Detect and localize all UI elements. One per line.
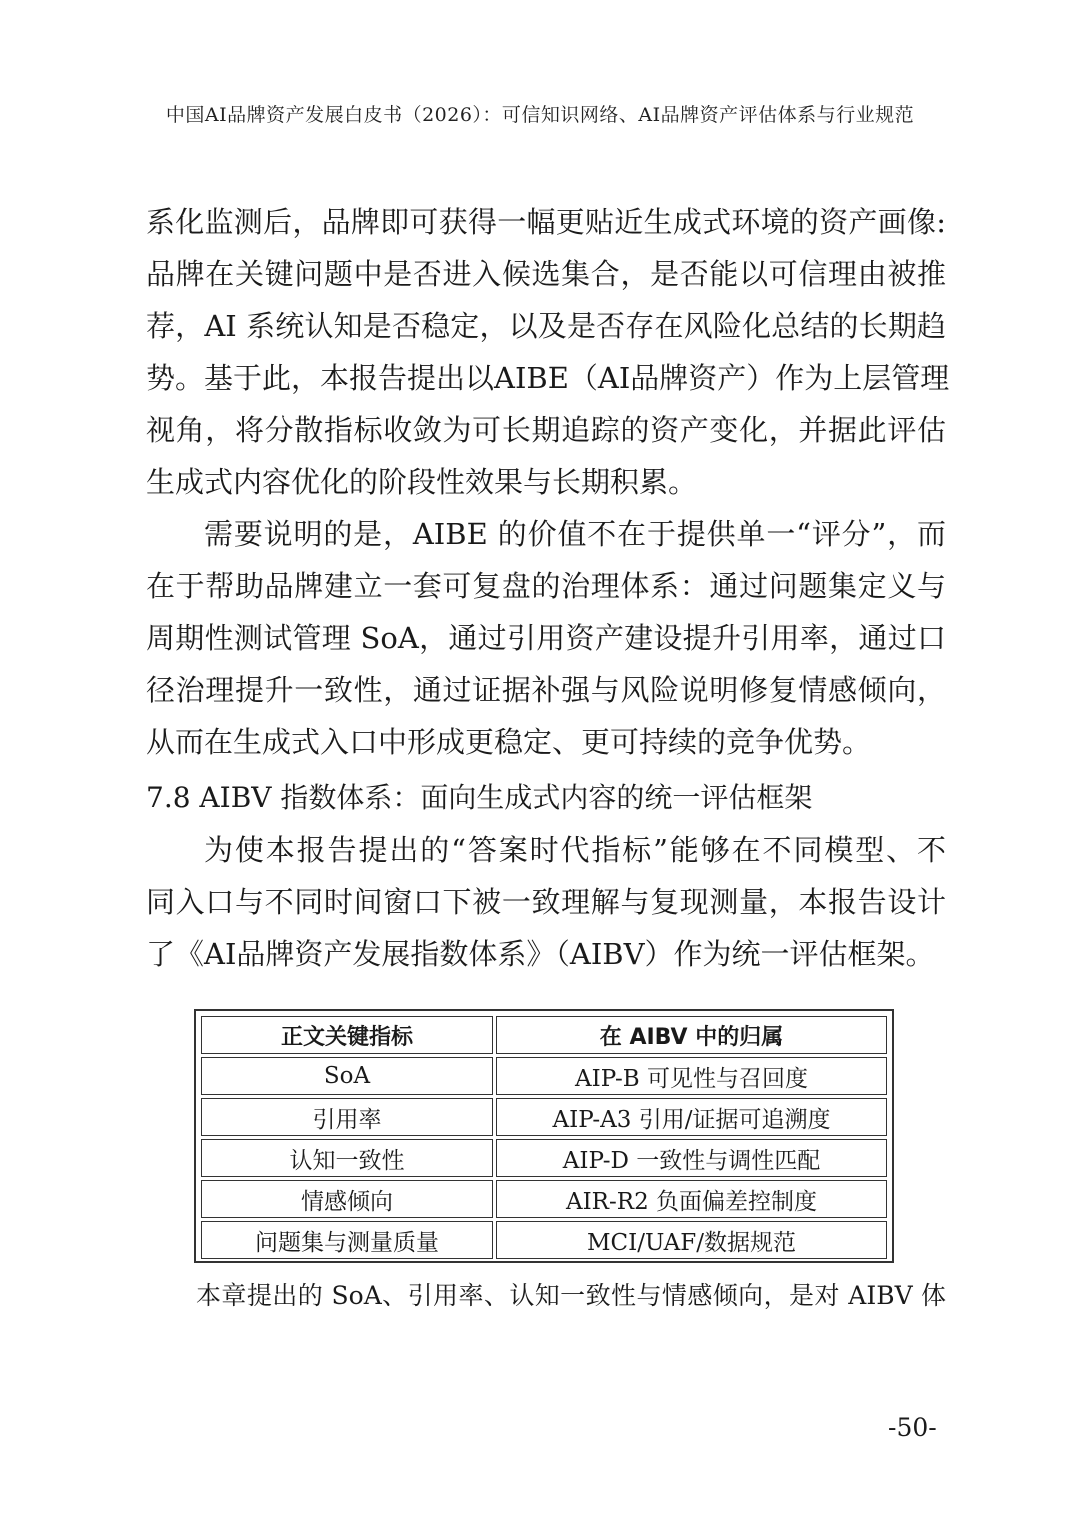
after-table-text: 本章提出的 SoA、引用率、认知一致性与情感倾向，是对 AIBV 体 bbox=[196, 1281, 946, 1310]
table-header-cell: 在 AIBV 中的归属 bbox=[496, 1016, 887, 1054]
table-cell: AIP-B 可见性与召回度 bbox=[496, 1057, 887, 1095]
table-row bbox=[201, 1180, 887, 1218]
body-text bbox=[146, 196, 950, 980]
text-line: 径治理提升一致性，通过证据补强与风险说明修复情感倾向， bbox=[146, 673, 946, 707]
table-row bbox=[201, 1221, 887, 1259]
section-heading: 7.8 AIBV 指数体系：面向生成式内容的统一评估框架 bbox=[146, 781, 813, 814]
table-cell: AIP-A3 引用/证据可追溯度 bbox=[496, 1098, 887, 1136]
table-cell: AIR-R2 负面偏差控制度 bbox=[496, 1180, 887, 1218]
paragraph-2 bbox=[146, 508, 946, 768]
table-cell: AIP-D 一致性与调性匹配 bbox=[496, 1139, 887, 1177]
text-line: 视角，将分散指标收敛为可长期追踪的资产变化，并据此评估 bbox=[146, 413, 946, 447]
text-line: 在于帮助品牌建立一套可复盘的治理体系：通过问题集定义与 bbox=[146, 569, 946, 603]
table-row bbox=[201, 1098, 887, 1136]
paragraph-1 bbox=[146, 196, 950, 508]
text-line: 了《AI品牌资产发展指数体系》（AIBV）作为统一评估框架。 bbox=[146, 937, 935, 971]
table-cell: MCI/UAF/数据规范 bbox=[496, 1221, 887, 1259]
text-line: 系化监测后，品牌即可获得一幅更贴近生成式环境的资产画像: bbox=[146, 205, 946, 239]
text-line: 势。基于此，本报告提出以AIBE（AI品牌资产）作为上层管理 bbox=[146, 361, 950, 395]
table-cell: 情感倾向 bbox=[201, 1180, 493, 1218]
text-line: 同入口与不同时间窗口下被一致理解与复现测量，本报告设计 bbox=[146, 885, 946, 919]
table-row bbox=[201, 1057, 887, 1095]
table-cell: SoA bbox=[201, 1057, 493, 1095]
text-line: 为使本报告提出的“答案时代指标”能够在不同模型、不 bbox=[204, 833, 946, 867]
text-line: 生成式内容优化的阶段性效果与长期积累。 bbox=[146, 465, 698, 499]
text-line: 荐，AI 系统认知是否稳定，以及是否存在风险化总结的长期趋 bbox=[146, 309, 946, 343]
table-cell: 引用率 bbox=[201, 1098, 493, 1136]
table-cell: 问题集与测量质量 bbox=[201, 1221, 493, 1259]
table-cell: 认知一致性 bbox=[201, 1139, 493, 1177]
paragraph-3 bbox=[146, 824, 946, 980]
text-line: 品牌在关键问题中是否进入候选集合，是否能以可信理由被推 bbox=[146, 257, 946, 291]
page-header: 中国AI品牌资产发展白皮书（2026）：可信知识网络、AI品牌资产评估体系与行业规范 bbox=[165, 104, 915, 126]
indicator-mapping-table bbox=[194, 1009, 894, 1263]
text-line: 周期性测试管理 SoA，通过引用资产建设提升引用率，通过口 bbox=[146, 621, 946, 655]
page-number: -50- bbox=[888, 1413, 937, 1442]
text-line: 从而在生成式入口中形成更稳定、更可持续的竞争优势。 bbox=[146, 725, 872, 759]
table-header-row bbox=[201, 1016, 887, 1054]
text-line: 需要说明的是，AIBE 的价值不在于提供单一“评分”，而 bbox=[204, 517, 946, 551]
table-header-cell: 正文关键指标 bbox=[201, 1016, 493, 1054]
table-row bbox=[201, 1139, 887, 1177]
